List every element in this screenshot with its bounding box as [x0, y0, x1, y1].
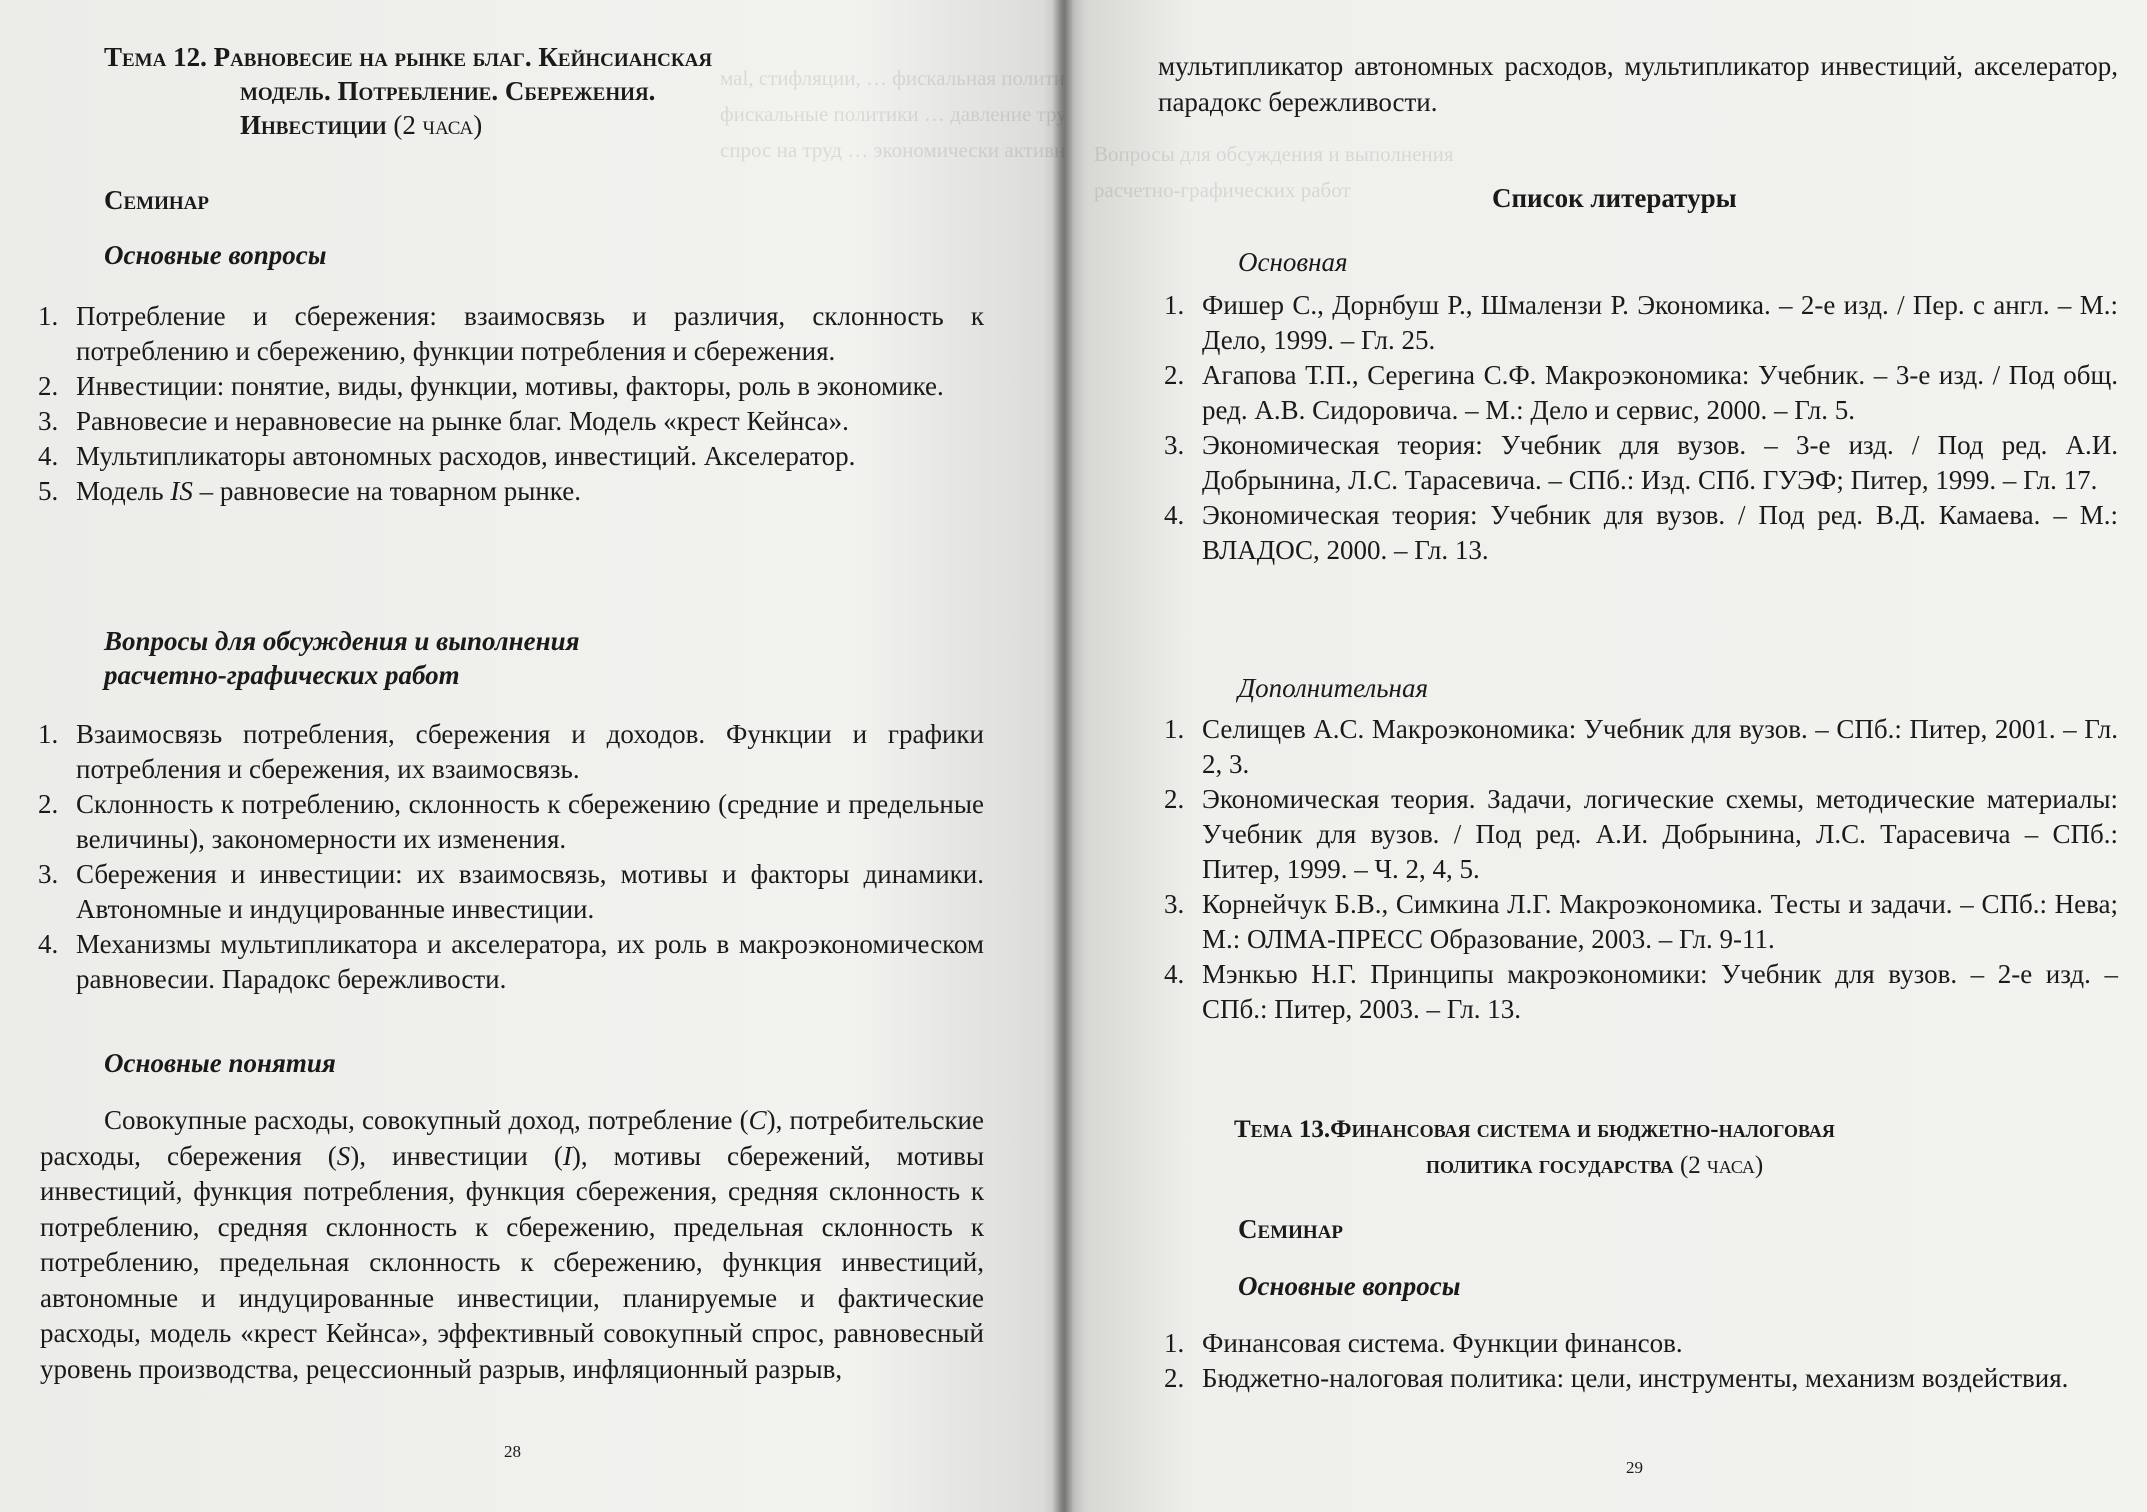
heading-line: Равновесие на рынке благ. Кейнсианская	[213, 42, 713, 72]
discussion-title-line: расчетно-графических работ	[104, 660, 460, 690]
list-item: 1. Финансовая система. Функции финансов.	[1164, 1328, 1683, 1358]
main-questions-list	[38, 299, 984, 509]
heading-hours: (2 часа)	[386, 110, 483, 140]
heading-line: модель. Потребление. Сбережения.	[240, 76, 656, 106]
list-item: 2. Экономическая теория. Задачи, логические схемы, методические материалы: Учебник для вузов. / Под ред. А.И. Добрынина, Л.С. Тарасевича – СПб.: Питер, 1999. – Ч. 2, 4, 5.	[1164, 784, 2118, 884]
list-item: 3. Равновесие и неравновесие на рынке благ. Модель «крест Кейнса».	[38, 406, 849, 436]
heading-hours: (2 часа)	[1673, 1152, 1764, 1179]
heading-line: политика государства	[1426, 1152, 1674, 1179]
concepts-title: Основные понятия	[104, 1048, 336, 1078]
list-item: 4. Экономическая теория: Учебник для вузов. / Под ред. В.Д. Камаева. – М.: ВЛАДОС, 2000. – Гл. 13.	[1164, 500, 2118, 565]
page-number: 28	[504, 1442, 521, 1461]
basic-literature-list	[1164, 288, 2118, 568]
seminar-label: Семинар	[104, 185, 209, 215]
bleed-through: Вопросы для обсуждения и выполнения	[1094, 142, 1454, 166]
list-item: 1. Взаимосвязь потребления, сбережения и доходов. Функции и графики потребления и сбережения, их взаимосвязь.	[38, 719, 984, 784]
book-gutter	[1052, 0, 1074, 1512]
list-item: 2. Инвестиции: понятие, виды, функции, мотивы, факторы, роль в экономике.	[38, 371, 944, 401]
list-item: 4. Механизмы мультипликатора и акселератора, их роль в макроэкономическом равновесии. Парадокс бережливости.	[38, 929, 984, 994]
list-item: 2. Склонность к потреблению, склонность к сбережению (средние и предельные величины), закономерности их изменения.	[38, 789, 984, 854]
theme-13-heading	[1234, 1112, 2134, 1184]
discussion-title	[104, 624, 580, 692]
page-number: 29	[1626, 1458, 1643, 1477]
bleed-through: расчетно-графических работ	[1094, 178, 1351, 202]
theme-12-heading	[104, 40, 984, 142]
list-item: 1. Потребление и сбережения: взаимосвязь и различия, склонность к потреблению и сбережению, функции потребления и сбережения.	[38, 301, 984, 366]
additional-literature-list	[1164, 712, 2118, 1027]
bleed-through: спрос на труд … экономически активное насе-	[720, 138, 1138, 162]
heading-line: Тема 13.Финансовая система и бюджетно-налоговая	[1234, 1116, 1835, 1143]
main-questions-title: Основные вопросы	[1238, 1271, 1461, 1301]
list-item: 5. Модель IS – равновесие на товарном рынке.	[38, 476, 581, 506]
additional-literature-title: Дополнительная	[1238, 673, 1428, 703]
list-item: 3. Экономическая теория: Учебник для вузов. – 3-е изд. / Под ред. А.И. Добрынина, Л.С. Тарасевича. – СПб.: Изд. СПб. ГУЭФ; Питер, 1999. – Гл. 17.	[1164, 430, 2118, 495]
discussion-title-line: Вопросы для обсуждения и выполнения	[104, 626, 580, 656]
list-item: 3. Корнейчук Б.В., Симкина Л.Г. Макроэкономика. Тесты и задачи. – СПб.: Нева; М.: ОЛМА-ПРЕСС Образование, 2003. – Гл. 9-11.	[1164, 889, 2118, 954]
list-item: 1. Фишер С., Дорнбуш Р., Шмалензи Р. Экономика. – 2-е изд. / Пер. с англ. – М.: Дело, 1999. – Гл. 25.	[1164, 290, 2118, 355]
main-questions-title: Основные вопросы	[104, 240, 327, 270]
list-item: 2. Агапова Т.П., Серегина С.Ф. Макроэкономика: Учебник. – 3-е изд. / Под общ. ред. А.В. Сидоровича. – М.: Дело и сервис, 2000. – Гл. 5.	[1164, 360, 2118, 425]
list-item: 4. Мэнкью Н.Г. Принципы макроэкономики: Учебник для вузов. – 2-е изд. – СПб.: Питер, 2003. – Гл. 13.	[1164, 959, 2118, 1024]
main-questions-list	[1164, 1326, 2118, 1396]
heading-prefix: Тема 12.	[104, 42, 214, 72]
list-item: 2. Бюджетно-налоговая политика: цели, инструменты, механизм воздействия.	[1164, 1363, 2069, 1393]
list-item: 1. Селищев А.С. Макроэкономика: Учебник для вузов. – СПб.: Питер, 2001. – Гл. 2, 3.	[1164, 714, 2118, 779]
list-item: 4. Мультипликаторы автономных расходов, инвестиций. Акселератор.	[38, 441, 856, 471]
bleed-through: фискальные политики … давление труда,	[720, 102, 1091, 126]
bleed-through: маl, стифляции, … фискальная политика, автоно-	[720, 66, 1162, 90]
continuation-text: мультипликатор автономных расходов, мультипликатор инвестиций, акселератор, парадокс бережливости.	[1158, 51, 2118, 117]
heading-line: Инвестиции	[240, 110, 387, 140]
page-right	[1064, 0, 2147, 1512]
list-item: 3. Сбережения и инвестиции: их взаимосвязь, мотивы и факторы динамики. Автономные и индуцированные инвестиции.	[38, 859, 984, 924]
seminar-label: Семинар	[1238, 1214, 1343, 1244]
literature-title: Список литературы	[1492, 183, 1737, 213]
discussion-questions-list	[38, 717, 984, 997]
basic-literature-title: Основная	[1238, 247, 1348, 277]
concepts-paragraph: Совокупные расходы, совокупный доход, потребление (C), потребительские расходы, сбережения (S), инвестиции (I), мотивы сбережений, мотивы инвестиций, функция потребления, функция сбережения, средняя склонность к потреблению, средняя склонность к сбережению, предельная склонность к потреблению, предельная склонность к сбережению, функция инвестиций, автономные и индуцированные инвестиции, планируемые и фактические расходы, модель «крест Кейнса», эффективный совокупный спрос, равновесный уровень производства, рецессионный разрыв, инфляционный разрыв,	[40, 1105, 984, 1384]
